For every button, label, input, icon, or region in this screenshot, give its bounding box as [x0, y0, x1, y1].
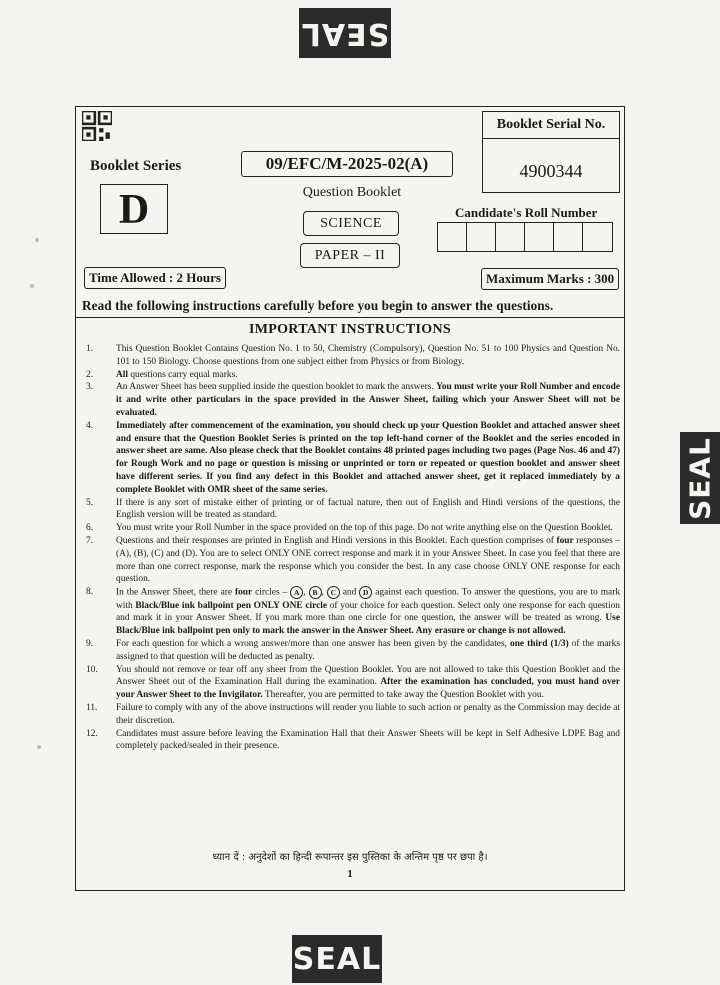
instruction-emphasis: four: [234, 587, 253, 598]
instruction-text: You must write your Roll Number in the space provided on the top of this page. Do not write anything else on the Question Booklet.: [116, 523, 613, 534]
instruction-text: Candidates must assure before leaving the Examination Hall that their Answer Sheets will be kept in Self Adhesive LDPE Bag and completely packed/sealed in their presence.: [116, 728, 620, 752]
instruction-item: [82, 702, 620, 728]
instruction-text: If there is any sort of mistake either of printing or of factual nature, then out of English and Hindi versions of the questions, the English version will be treated as standard.: [116, 497, 620, 521]
instruction-emphasis: All: [116, 369, 128, 380]
instruction-text: Questions and their responses are printed in English and Hindi versions in this Booklet. Each question comprises of four responses – (A), (B), (C) and (D). You are to select ONLY ONE correct response and mark it in your Answer Sheet. In case you feel that there are more than one correct response, mark the response which you consider the best. In any case choose ONLY ONE response for each question.: [116, 535, 620, 585]
instruction-item: [82, 343, 620, 369]
booklet-series-label: Booklet Series: [90, 158, 182, 174]
roll-digit-cell[interactable]: [438, 223, 467, 251]
instructions-list: [82, 343, 620, 753]
divider: [75, 317, 625, 318]
instruction-number: 1.: [86, 344, 94, 354]
instruction-text: This Question Booklet Contains Question No. 1 to 50, Chemistry (Compulsory), Question No. 51 to 100 Physics and Question No. 101 to 150 Biology. Choose questions from one subject either from Physics or from Biology.: [116, 344, 620, 367]
instruction-text: Failure to comply with any of the above instructions will render you liable to such action or penalty as the Commission may decide at their discretion.: [116, 702, 620, 726]
instruction-item: [82, 522, 620, 535]
hindi-note: ध्यान दें : अनुदेशों का हिन्दी रूपान्तर इस पुस्तिका के अन्तिम पृष्ठ पर छपा है।: [212, 852, 488, 863]
roll-number-grid[interactable]: [437, 222, 613, 252]
seal-stamp-bottom: SEAL: [292, 935, 382, 983]
speck: [35, 238, 39, 242]
instruction-emphasis: Black/Blue ink ballpoint pen ONLY ONE circle: [135, 600, 328, 611]
maximum-marks: Maximum Marks : 300: [481, 268, 619, 290]
speck: [37, 745, 41, 749]
page-number: 1: [347, 868, 353, 880]
instruction-text: All questions carry equal marks.: [116, 369, 238, 380]
roll-digit-cell[interactable]: [496, 223, 525, 251]
instruction-number: 2.: [86, 369, 94, 380]
paper-box: PAPER – II: [300, 243, 400, 268]
exam-code: 09/EFC/M-2025-02(A): [241, 151, 453, 177]
instruction-number: 3.: [86, 382, 94, 393]
instruction-number: 4.: [86, 420, 94, 431]
subject-box: SCIENCE: [303, 211, 399, 236]
answer-circle-icon: C: [327, 586, 340, 599]
instruction-item: [82, 369, 620, 382]
speck: [30, 284, 34, 288]
read-instructions-line: Read the following instructions carefully before you begin to answer the questions.: [82, 298, 554, 313]
question-booklet-label: Question Booklet: [302, 185, 402, 200]
serial-label: Booklet Serial No.: [483, 112, 619, 139]
roll-digit-cell[interactable]: [554, 223, 583, 251]
serial-number: 4900344: [519, 161, 583, 181]
instruction-number: 8.: [86, 587, 94, 598]
instruction-text: In the Answer Sheet, there are four circles – A , B , C and D against each question. To answer the questions, you are to mark with Black/Blue ink ballpoint pen ONLY ONE circle of your choice for each question. Select only one response for each question and mark it in your Answer Sheet. If you mark more than one circle for one question, the answer will be treated as wrong. Use Black/Blue ink ballpoint pen only to mark the answer in the Answer Sheet. Any erasure or change is not allowed.: [116, 587, 621, 637]
instruction-item: [82, 638, 620, 664]
instruction-text: [116, 420, 620, 497]
instruction-item: [82, 381, 620, 419]
instruction-item: [82, 497, 620, 523]
instruction-emphasis: After the examination has concluded, you must hand over your Answer Sheet to the Invigilator.: [116, 677, 621, 701]
instruction-number: 6.: [86, 523, 94, 534]
instruction-item: [82, 664, 620, 702]
booklet-series-letter: D: [100, 184, 168, 234]
instruction-text: You should not remove or tear off any sheet from the Question Booklet. You are not allowed to take this Question Booklet and the Answer Sheet out of the Examination Hall during the examination. After the examination has concluded, you must hand over your Answer Sheet to the Invigilator. Thereafter, you are permitted to take away the Question Booklet with you.: [116, 664, 621, 701]
instruction-text: An Answer Sheet has been supplied inside the question booklet to mark the answers. You must write your Roll Number and encode it and write other particulars in the space provided in the Answer Sheet, failing which your Answer Sheet will not be evaluated.: [116, 382, 620, 418]
time-allowed: Time Allowed : 2 Hours: [84, 267, 226, 289]
instruction-emphasis: Immediately after commencement of the examination, you should check up your Question Booklet and attached answer sheet and ensure that the Question Booklet Series is printed on the top left-hand corner of the Booklet and the series encoded in answer sheet are same. Also please check that the Booklet contains 48 printed pages including two pages (Page Nos. 46 and 47) for Rough Work and no page or question is missing or unprinted or torn or repeated or question booklet and answer sheet have different series. If you find any defect in this Booklet and attached answer sheet, get it replaced immediately by a complete Booklet with OMR sheet of the same series.: [116, 420, 620, 495]
seal-stamp-top: SEAL: [299, 8, 391, 58]
answer-circle-icon: A: [290, 586, 303, 599]
instruction-emphasis: four: [556, 535, 574, 546]
instruction-number: 5.: [86, 497, 94, 508]
instruction-number: 9.: [86, 638, 94, 649]
answer-circle-icon: B: [309, 586, 322, 599]
instruction-number: 11.: [86, 702, 98, 713]
instruction-item: [82, 535, 620, 586]
instruction-item: [82, 728, 620, 754]
roll-digit-cell[interactable]: [467, 223, 496, 251]
booklet-serial-box: [482, 111, 620, 193]
instruction-number: 12.: [86, 728, 98, 739]
instruction-number: 10.: [86, 664, 98, 675]
seal-stamp-right-label: SEAL: [683, 437, 717, 520]
roll-digit-cell[interactable]: [525, 223, 554, 251]
instruction-item: [82, 420, 620, 497]
answer-circle-icon: D: [359, 586, 372, 599]
instruction-text: For each question for which a wrong answer/more than one answer has been given by the candidates, one third (1/3) of the marks assigned to that question will be deducted as penalty.: [116, 638, 620, 662]
important-instructions-title: IMPORTANT INSTRUCTIONS: [248, 322, 451, 337]
qr-code-icon: [82, 111, 112, 141]
instruction-emphasis: Use Black/Blue ink ballpoint pen only to mark the answer in the Answer Sheet. Any erasure or change is not allowed.: [116, 613, 620, 637]
instruction-number: 7.: [86, 535, 94, 546]
instruction-emphasis: one third (1/3): [510, 638, 569, 649]
roll-number-label: Candidate's Roll Number: [455, 205, 598, 220]
instruction-emphasis: You must write your Roll Number and encode it and write other particulars in the space provided in the Answer Sheet, failing which your Answer Sheet will not be evaluated.: [116, 382, 620, 418]
roll-digit-cell[interactable]: [583, 223, 612, 251]
seal-stamp-right: [680, 432, 720, 524]
instruction-item: [82, 586, 620, 638]
